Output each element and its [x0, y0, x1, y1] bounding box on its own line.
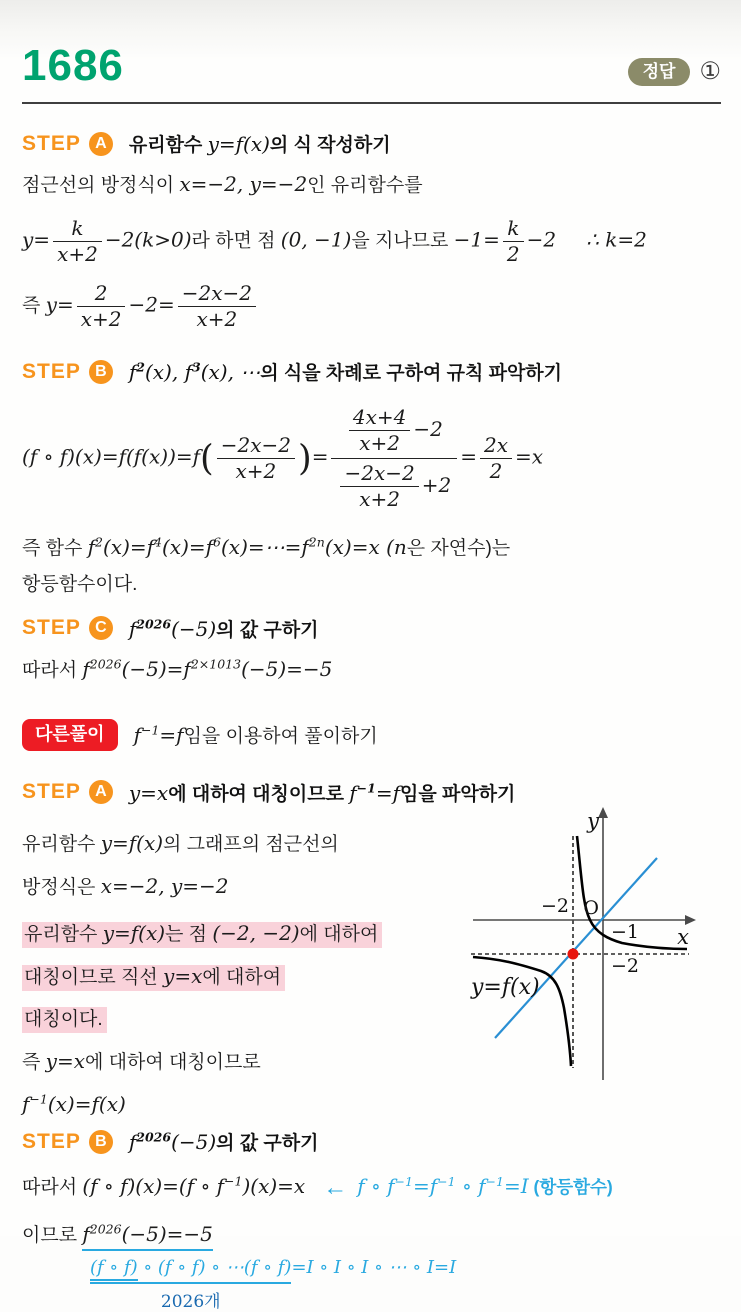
- text-segment: 대칭이다.: [24, 1008, 103, 1030]
- y-axis-label: y: [587, 808, 599, 833]
- hyperbola-left-branch: [473, 957, 571, 1066]
- math-segment: f: [82, 656, 90, 681]
- exponent: −1: [29, 1091, 48, 1107]
- math-segment: x=−2, y=−2: [100, 873, 229, 898]
- math-segment: y=f(x): [207, 132, 270, 156]
- fraction: [349, 405, 411, 456]
- math-segment: y=: [45, 292, 74, 317]
- denominator: x+2: [178, 306, 256, 332]
- paragraph: [22, 1167, 721, 1209]
- x-axis-label: x: [677, 924, 689, 949]
- step-a-heading: [22, 130, 721, 157]
- exponent: 3: [191, 359, 201, 375]
- math-segment: −2: [526, 227, 557, 252]
- first-composition: (f ∘ f): [90, 1257, 138, 1281]
- math-segment: y=: [22, 227, 51, 252]
- composition-count-label: 2026개: [160, 1291, 221, 1312]
- math-segment: −1=: [453, 227, 500, 252]
- composition-count-annotation: [90, 1257, 721, 1312]
- text-segment: 항등함수이다.: [22, 573, 138, 595]
- answer-choice-number: ①: [699, 58, 721, 86]
- math-segment: f: [82, 1222, 90, 1247]
- formula-line: [22, 281, 721, 332]
- rest-compositions: ∘ (f ∘ f) ∘ ⋯(f ∘ f): [137, 1256, 292, 1278]
- text-segment: 즉 함수: [22, 538, 88, 560]
- step-word: STEP: [22, 359, 81, 383]
- text-segment: 의 값 구하기: [216, 619, 319, 641]
- text-segment: 유리함수: [24, 924, 103, 946]
- math-segment: f: [128, 360, 137, 385]
- text-segment: 인 유리함수를: [307, 175, 423, 196]
- math-segment: −2(k>0): [104, 227, 192, 252]
- step-title: [129, 130, 391, 157]
- math-segment: (−5)=−5: [121, 1222, 213, 1247]
- exponent: −1: [224, 1174, 243, 1190]
- math-segment: (−5): [171, 1130, 217, 1155]
- denominator: x+2: [53, 241, 102, 267]
- text-segment: 의 그래프의 점근선의: [163, 833, 339, 855]
- cyan-underlined-result: [82, 1222, 213, 1251]
- math-segment: −2=: [128, 292, 175, 317]
- text-segment: 에 대하여: [299, 924, 379, 946]
- math-segment: )(x)=x: [242, 1174, 306, 1199]
- vertical-asymptote-label: −2: [540, 894, 569, 917]
- math-segment: (−2, −2): [212, 921, 300, 946]
- exponent: 2026: [136, 616, 172, 632]
- math-segment: (n: [386, 535, 407, 560]
- composition-equation: [22, 403, 721, 514]
- text-segment: 에 대하여: [202, 967, 282, 989]
- paragraph: [22, 1217, 721, 1252]
- composition-chain: [90, 1257, 291, 1284]
- highlighted-line: [22, 916, 469, 951]
- paragraph: [22, 1087, 469, 1122]
- math-segment: (−5): [171, 616, 217, 641]
- denominator: x+2: [340, 486, 418, 512]
- identity-line: [495, 858, 657, 1038]
- exponent: 2026: [89, 656, 122, 672]
- step-letter-badge: A: [89, 132, 113, 156]
- alternative-solution-badge: 다른풀이: [22, 719, 118, 751]
- numerator: −2x−2: [344, 461, 415, 486]
- text-segment: 대칭이므로 직선: [24, 967, 164, 989]
- fraction: [178, 281, 256, 332]
- text-segment: 은 자연수)는: [406, 538, 511, 560]
- header: [22, 41, 721, 90]
- math-segment: y=f(x): [100, 830, 164, 855]
- text-segment: 방정식은: [22, 876, 101, 898]
- text-segment: 을 지나므로: [351, 230, 454, 252]
- denominator: x+2: [349, 430, 411, 456]
- numerator: −2x−2: [181, 281, 252, 306]
- math-segment: +2: [421, 473, 452, 498]
- pink-highlight: [22, 1007, 107, 1033]
- exponent: 2: [136, 359, 145, 375]
- alternative-solution-title: [134, 721, 378, 748]
- left-arrow-icon: ←: [323, 1174, 348, 1202]
- text-segment: 임을 파악하기: [399, 783, 516, 805]
- math-segment: =I: [503, 1174, 529, 1199]
- text-segment: 에 대하여 대칭이므로: [84, 1051, 261, 1073]
- curve-label: y=f(x): [471, 974, 540, 1000]
- pink-highlight: [22, 965, 285, 991]
- left-paren: (: [200, 438, 214, 480]
- math-segment: (0, −1): [280, 227, 352, 252]
- step-title: [129, 358, 562, 385]
- math-segment: (x)=f(x): [47, 1092, 126, 1117]
- function-graph: [469, 804, 729, 1082]
- complex-fraction: [331, 403, 457, 514]
- underbraced-group: [90, 1257, 291, 1312]
- exponent: −1: [140, 722, 160, 738]
- fraction: [480, 433, 512, 484]
- denominator: [331, 458, 457, 514]
- graph-panel: [469, 804, 721, 1123]
- math-segment: =: [311, 444, 329, 469]
- exponent: −1: [394, 1174, 413, 1190]
- fraction: [77, 281, 126, 332]
- fraction: [53, 216, 102, 267]
- step-letter-badge: C: [89, 616, 113, 640]
- identity-function-note: (항등함수): [528, 1177, 613, 1198]
- paragraph: [22, 568, 721, 601]
- math-segment: (x)=⋯=f: [220, 535, 309, 560]
- paragraph: [22, 869, 469, 904]
- highlighted-line: [22, 1003, 469, 1036]
- math-segment: =f: [375, 780, 400, 805]
- denominator: 2: [480, 458, 512, 484]
- exponent: −1: [437, 1174, 456, 1190]
- alternative-solution-row: [22, 719, 721, 751]
- step-word: STEP: [22, 1129, 81, 1153]
- text-segment: 의 식을 차례로 구하여 규칙 파악하기: [260, 363, 563, 385]
- numerator: 2x: [483, 433, 508, 458]
- fraction: [217, 433, 295, 484]
- math-segment: =f: [159, 723, 184, 748]
- x-axis-arrow: [685, 915, 696, 925]
- text-segment: 따라서: [22, 1177, 83, 1199]
- exponent: −1: [356, 780, 376, 796]
- math-segment: (x), f: [144, 360, 192, 385]
- numerator: 2: [94, 281, 108, 306]
- text-segment: 는 점: [165, 924, 213, 946]
- math-segment: y=f(x): [102, 921, 166, 946]
- math-segment: (x), ⋯: [200, 360, 261, 385]
- fraction: [503, 216, 524, 267]
- math-segment: f: [22, 1092, 30, 1117]
- text-segment: 따라서: [22, 659, 83, 681]
- step-word: STEP: [22, 780, 81, 804]
- fraction: [340, 461, 418, 512]
- math-segment: f: [133, 723, 141, 748]
- answer-area: [628, 58, 721, 86]
- math-segment: (−5)=f: [121, 656, 191, 681]
- y-intercept-label: −1: [611, 920, 640, 943]
- math-segment: f: [349, 780, 357, 805]
- math-segment: x=−2, y=−2: [179, 172, 308, 196]
- text-segment: 즉: [22, 295, 46, 317]
- math-segment: =: [460, 444, 477, 469]
- right-paren: ): [298, 438, 312, 480]
- exponent: 2×1013: [190, 656, 242, 672]
- step-word: STEP: [22, 131, 81, 155]
- numerator: k: [71, 216, 84, 241]
- paragraph: [22, 167, 721, 202]
- denominator: 2: [503, 241, 524, 267]
- exponent: 2026: [136, 1130, 172, 1146]
- horizontal-asymptote-label: −2: [611, 954, 640, 977]
- math-segment: (x)=x: [324, 535, 387, 560]
- text-segment: 점근선의 방정식이: [22, 175, 180, 196]
- numerator: 4x+4: [352, 405, 407, 430]
- text-segment: 의 값 구하기: [216, 1133, 319, 1155]
- math-segment: ∘ f: [455, 1174, 486, 1199]
- step-title: [129, 1128, 319, 1155]
- math-segment: y=x: [163, 964, 203, 989]
- exponent: 2n: [308, 534, 325, 550]
- exponent: 2026: [89, 1222, 122, 1238]
- symmetry-explanation-section: [22, 808, 721, 1123]
- text-segment: 유리함수: [128, 135, 208, 156]
- explanation-text: [22, 818, 469, 1123]
- math-segment: =f: [412, 1174, 438, 1199]
- paragraph: [22, 652, 721, 687]
- math-segment: =x: [515, 444, 544, 469]
- pink-highlight: [22, 922, 382, 948]
- text-segment: 임을 이용하여 풀이하기: [183, 726, 378, 748]
- numerator: −2x−2: [220, 433, 291, 458]
- math-segment: −2: [413, 417, 443, 442]
- math-segment: (−5)=−5: [241, 656, 333, 681]
- origin-label: O: [583, 896, 599, 919]
- text-segment: 에 대하여 대칭이므로: [168, 783, 350, 805]
- paragraph: [22, 826, 469, 861]
- math-segment: (x)=f: [161, 535, 214, 560]
- step-b-heading: [22, 358, 721, 385]
- divider: [22, 102, 721, 104]
- problem-number: 1686: [22, 41, 124, 90]
- math-segment: y=x: [45, 1048, 85, 1073]
- y-axis-arrow: [598, 807, 608, 818]
- text-segment: 라 하면 점: [191, 230, 281, 252]
- exponent: −1: [485, 1174, 504, 1190]
- exponent: 6: [213, 534, 221, 550]
- alt-step-b-heading: [22, 1128, 721, 1155]
- symmetry-point: [568, 948, 579, 959]
- step-c-heading: [22, 615, 721, 642]
- text-segment: 유리함수: [22, 833, 101, 855]
- numerator: [331, 403, 457, 458]
- exponent: 2: [95, 534, 103, 550]
- step-title: [129, 779, 516, 806]
- text-segment: 즉: [22, 1051, 46, 1073]
- math-segment: y=x: [128, 780, 169, 805]
- denominator: x+2: [77, 306, 126, 332]
- step-word: STEP: [22, 616, 81, 640]
- math-segment: (f ∘ f)(x)=(f ∘ f: [82, 1174, 225, 1199]
- paragraph: [22, 1044, 469, 1079]
- text-segment: 의 식 작성하기: [269, 135, 391, 156]
- math-segment: (f ∘ f)(x)=f(f(x))=f: [22, 444, 201, 469]
- exponent: 4: [154, 534, 162, 550]
- step-letter-badge: A: [89, 780, 113, 804]
- conclusion: ∴ k=2: [586, 227, 647, 252]
- highlighted-line: [22, 959, 469, 994]
- step-letter-badge: B: [89, 1130, 113, 1154]
- denominator: x+2: [217, 458, 295, 484]
- math-segment: f ∘ f: [357, 1174, 395, 1199]
- alt-step-a-heading: [22, 779, 721, 806]
- step-letter-badge: B: [89, 360, 113, 384]
- math-segment: (x)=f: [102, 535, 155, 560]
- math-segment: f: [87, 535, 96, 560]
- cyan-annotation: [357, 1174, 529, 1199]
- text-segment: 이므로: [22, 1225, 83, 1247]
- identity-result: =I ∘ I ∘ I ∘ ⋯ ∘ I=I: [291, 1256, 457, 1278]
- math-segment: f: [128, 1130, 137, 1155]
- paragraph: [22, 530, 721, 565]
- step-title: [129, 615, 319, 642]
- math-segment: f: [128, 616, 137, 641]
- formula-line: [22, 216, 721, 267]
- answer-badge: 정답: [628, 58, 691, 86]
- numerator: k: [507, 216, 520, 241]
